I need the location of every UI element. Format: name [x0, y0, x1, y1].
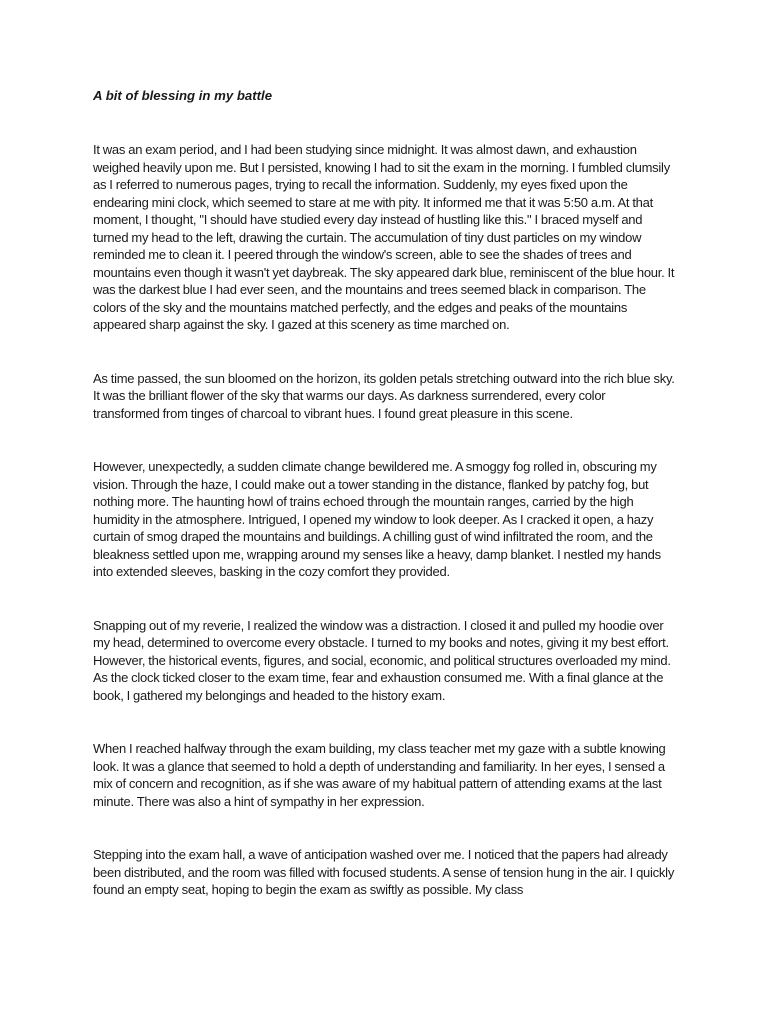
paragraph: As time passed, the sun bloomed on the horizon, its golden petals stretching outward into the rich blue sky. It was the brilliant flower of the sky that warms our days. As darkness surrendered, every color transformed from tinges of charcoal to vibrant hues. I found great pleasure in this scene.	[93, 370, 675, 421]
document-title: A bit of blessing in my battle	[93, 88, 273, 103]
paragraph: Snapping out of my reverie, I realized the window was a distraction. I closed it and pulled my hoodie over my head, determined to overcome every obstacle. I turned to my books and notes, giving it my best effort. However, the historical events, figures, and social, economic, and political structures overloaded my mind. As the clock ticked closer to the exam time, fear and exhaustion consumed me. With a final glance at the book, I gathered my belongings and headed to the history exam.	[93, 617, 671, 703]
document-body	[93, 87, 675, 935]
paragraph: When I reached halfway through the exam building, my class teacher met my gaze with a subtle knowing look. It was a glance that seemed to hold a depth of understanding and familiarity. In her eyes, I sensed a mix of concern and recognition, as if she was aware of my habitual pattern of attending exams at the last minute. There was also a hint of sympathy in her expression.	[93, 741, 666, 809]
paragraph: However, unexpectedly, a sudden climate change bewildered me. A smoggy fog rolled in, obscuring my vision. Through the haze, I could make out a tower standing in the distance, flanked by patchy fog, but nothing more. The haunting howl of trains echoed through the mountain ranges, carried by the high humidity in the atmosphere. Intrigued, I opened my window to look deeper. As I cracked it open, a hazy curtain of smog draped the mountains and buildings. A chilling gust of wind infiltrated the room, and the bleakness settled upon me, wrapping around my senses like a heavy, damp blanket. I nestled my hands into extended sleeves, basking in the cozy comfort they provided.	[93, 459, 661, 579]
paragraph-list	[93, 141, 675, 899]
paragraph: It was an exam period, and I had been studying since midnight. It was almost dawn, and exhaustion weighed heavily upon me. But I persisted, knowing I had to sit the exam in the morning. I fumbled clumsily as I referred to numerous pages, trying to recall the information. Suddenly, my eyes fixed upon the endearing mini clock, which seemed to stare at me with pity. It informed me that it was 5:50 a.m. At that moment, I thought, "I should have studied every day instead of hustling like this." I braced myself and turned my head to the left, drawing the curtain. The accumulation of tiny dust particles on my window reminded me to clean it. I peered through the window's screen, able to see the shades of trees and mountains even though it wasn't yet daybreak. The sky appeared dark blue, reminiscent of the blue hour. It was the darkest blue I had ever seen, and the mountains and trees seemed black in comparison. The colors of the sky and the mountains matched perfectly, and the edges and peaks of the mountains appeared sharp against the sky. I gazed at this scenery as time marched on.	[93, 142, 675, 332]
paragraph: Stepping into the exam hall, a wave of anticipation washed over me. I noticed that the papers had already been distributed, and the room was filled with focused students. A sense of tension hung in the air. I quickly found an empty seat, hoping to begin the exam as swiftly as possible. My class	[93, 847, 675, 897]
